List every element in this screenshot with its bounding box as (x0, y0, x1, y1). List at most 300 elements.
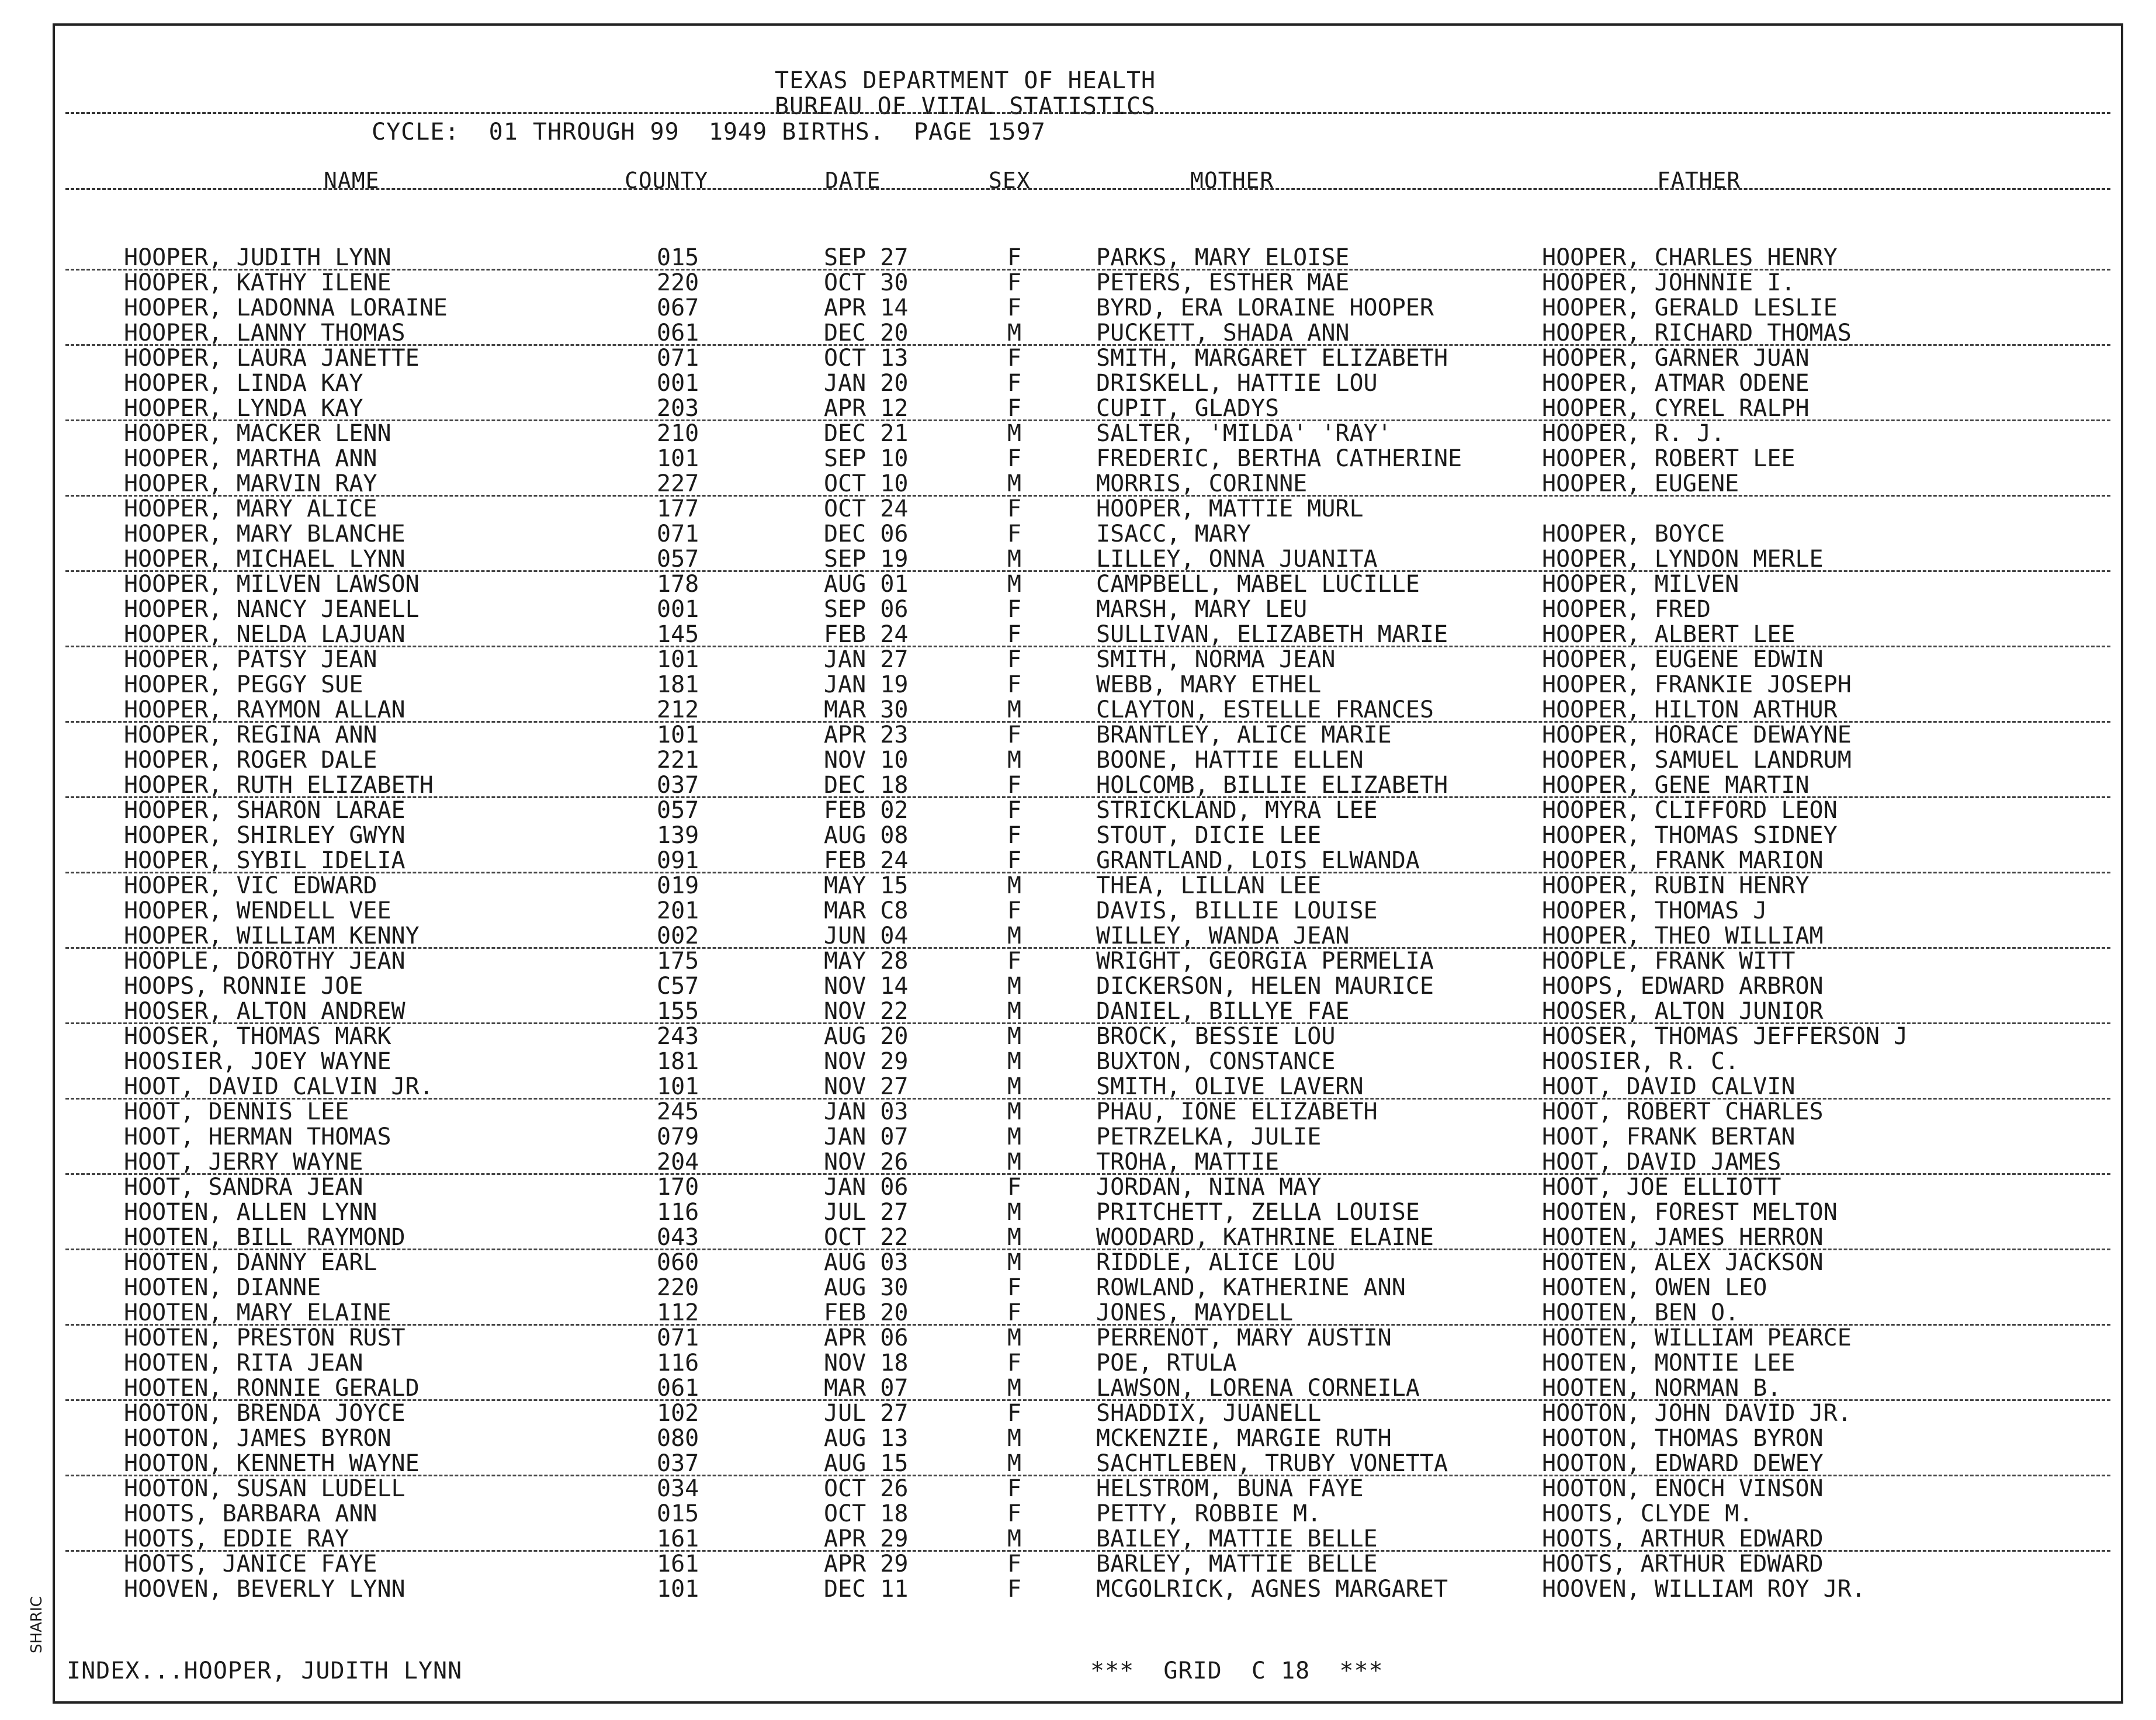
cell-sex: F (1007, 621, 1022, 648)
table-row (55, 873, 2121, 899)
cell-father: HOOTEN, WILLIAM PEARCE (1542, 1324, 1852, 1351)
cell-mother: PETRZELKA, JULIE (1096, 1123, 1322, 1150)
table-row (55, 1401, 2121, 1426)
cell-sex: M (1007, 747, 1022, 774)
table-row (55, 647, 2121, 672)
cell-name: HOOPER, WILLIAM KENNY (124, 923, 420, 949)
cell-father: HOOPER, CYREL RALPH (1542, 395, 1810, 422)
cell-mother: MCKENZIE, MARGIE RUTH (1096, 1425, 1392, 1452)
table-row (55, 1476, 2121, 1501)
cell-sex: F (1007, 1299, 1022, 1326)
cell-mother: DRISKELL, HATTIE LOU (1096, 370, 1378, 397)
cell-date: OCT 13 (824, 345, 909, 372)
table-row (55, 748, 2121, 773)
cell-mother: PRITCHETT, ZELLA LOUISE (1096, 1199, 1420, 1226)
cell-mother: BROCK, BESSIE LOU (1096, 1023, 1336, 1050)
cell-date: NOV 22 (824, 998, 909, 1025)
cell-name: HOOTON, JAMES BYRON (124, 1425, 391, 1452)
cell-county: 061 (657, 320, 699, 346)
cell-date: DEC 20 (824, 320, 909, 346)
cell-name: HOOTS, BARBARA ANN (124, 1500, 377, 1527)
cell-name: HOOPER, MARVIN RAY (124, 470, 377, 497)
cell-date: NOV 26 (824, 1149, 909, 1175)
cell-name: HOOPER, VIC EDWARD (124, 872, 377, 899)
table-row (55, 1225, 2121, 1250)
cell-county: 060 (657, 1249, 699, 1276)
cell-county: 175 (657, 948, 699, 975)
cell-name: HOOPER, LINDA KAY (124, 370, 363, 397)
cell-name: HOOVEN, BEVERLY LYNN (124, 1576, 405, 1603)
cell-name: HOOPER, SYBIL IDELIA (124, 847, 405, 874)
cell-name: HOOTS, JANICE FAYE (124, 1551, 377, 1577)
cell-mother: BOONE, HATTIE ELLEN (1096, 747, 1364, 774)
cell-sex: M (1007, 420, 1022, 447)
cell-county: 201 (657, 897, 699, 924)
table-row (55, 1426, 2121, 1451)
cell-mother: PETTY, ROBBIE M. (1096, 1500, 1322, 1527)
cell-name: HOOSER, ALTON ANDREW (124, 998, 405, 1025)
cell-date: DEC 18 (824, 772, 909, 799)
cell-county: C57 (657, 973, 699, 1000)
cell-name: HOOPER, NANCY JEANELL (124, 596, 420, 623)
cell-father: HOOPER, THOMAS SIDNEY (1542, 822, 1838, 849)
cell-sex: M (1007, 872, 1022, 899)
cell-name: HOOPER, WENDELL VEE (124, 897, 391, 924)
cell-county: 177 (657, 495, 699, 522)
cell-sex: M (1007, 1525, 1022, 1552)
cell-county: 057 (657, 546, 699, 573)
table-row (55, 698, 2121, 723)
cell-county: 001 (657, 596, 699, 623)
cell-date: NOV 27 (824, 1073, 909, 1100)
cell-sex: M (1007, 1199, 1022, 1226)
cell-father: HOOPER, MILVEN (1542, 571, 1739, 598)
cell-county: 212 (657, 696, 699, 723)
cell-name: HOOPER, MARY BLANCHE (124, 521, 405, 547)
cell-mother: CUPIT, GLADYS (1096, 395, 1280, 422)
cell-name: HOOPER, REGINA ANN (124, 722, 377, 748)
cell-mother: GRANTLAND, LOIS ELWANDA (1096, 847, 1420, 874)
cell-mother: CLAYTON, ESTELLE FRANCES (1096, 696, 1434, 723)
cell-name: HOOT, HERMAN THOMAS (124, 1123, 391, 1150)
table-row (55, 396, 2121, 421)
cell-sex: M (1007, 546, 1022, 573)
cell-name: HOOPER, MARY ALICE (124, 495, 377, 522)
column-header-mother: MOTHER (1190, 168, 1274, 193)
cell-sex: F (1007, 1174, 1022, 1201)
cell-sex: M (1007, 1375, 1022, 1402)
table-row (55, 1301, 2121, 1326)
table-row (55, 848, 2121, 873)
table-row (55, 446, 2121, 471)
cell-father: HOOPER, ATMAR ODENE (1542, 370, 1810, 397)
table-row (55, 924, 2121, 949)
cell-mother: SMITH, NORMA JEAN (1096, 646, 1336, 673)
cell-county: 210 (657, 420, 699, 447)
cell-sex: F (1007, 345, 1022, 372)
cell-mother: CAMPBELL, MABEL LUCILLE (1096, 571, 1420, 598)
cell-name: HOOPER, KATHY ILENE (124, 269, 391, 296)
cell-sex: M (1007, 1048, 1022, 1075)
table-row (55, 1577, 2121, 1602)
column-header-county: COUNTY (625, 168, 709, 193)
table-row (55, 1125, 2121, 1150)
cell-date: DEC 21 (824, 420, 909, 447)
cell-name: HOOPER, PEGGY SUE (124, 671, 363, 698)
cell-father: HOOPER, BOYCE (1542, 521, 1725, 547)
cell-sex: F (1007, 646, 1022, 673)
cell-date: APR 29 (824, 1525, 909, 1552)
cell-date: JUL 27 (824, 1400, 909, 1427)
table-row (55, 1150, 2121, 1175)
cell-county: 019 (657, 872, 699, 899)
cell-sex: F (1007, 1500, 1022, 1527)
cell-date: APR 12 (824, 395, 909, 422)
table-row (55, 1376, 2121, 1401)
cell-sex: F (1007, 797, 1022, 824)
cell-county: 220 (657, 269, 699, 296)
table-row (55, 522, 2121, 547)
cell-sex: M (1007, 1450, 1022, 1477)
cell-date: OCT 26 (824, 1475, 909, 1502)
cell-date: AUG 08 (824, 822, 909, 849)
cell-father: HOOPER, GERALD LESLIE (1542, 294, 1838, 321)
cell-mother: ROWLAND, KATHERINE ANN (1096, 1274, 1406, 1301)
cell-county: 161 (657, 1551, 699, 1577)
cell-name: HOOTEN, DANNY EARL (124, 1249, 377, 1276)
table-row (55, 1552, 2121, 1577)
table-row (55, 371, 2121, 396)
table-row (55, 672, 2121, 698)
cell-county: 101 (657, 445, 699, 472)
cell-mother: DANIEL, BILLYE FAE (1096, 998, 1350, 1025)
cell-county: 002 (657, 923, 699, 949)
cell-date: AUG 13 (824, 1425, 909, 1452)
cell-mother: JORDAN, NINA MAY (1096, 1174, 1322, 1201)
cell-county: 203 (657, 395, 699, 422)
cell-date: MAY 28 (824, 948, 909, 975)
cell-mother: STRICKLAND, MYRA LEE (1096, 797, 1378, 824)
cell-father: HOOPER, RICHARD THOMAS (1542, 320, 1852, 346)
cell-sex: M (1007, 1098, 1022, 1125)
cell-name: HOOTEN, DIANNE (124, 1274, 321, 1301)
cell-sex: F (1007, 722, 1022, 748)
cell-father: HOOT, JOE ELLIOTT (1542, 1174, 1781, 1201)
cell-mother: RIDDLE, ALICE LOU (1096, 1249, 1336, 1276)
cell-name: HOOPER, RAYMON ALLAN (124, 696, 405, 723)
cell-mother: SACHTLEBEN, TRUBY VONETTA (1096, 1450, 1448, 1477)
cell-name: HOOT, JERRY WAYNE (124, 1149, 363, 1175)
cell-father: HOOPER, ALBERT LEE (1542, 621, 1795, 648)
column-header-rule (65, 188, 2110, 190)
cell-mother: WRIGHT, GEORGIA PERMELIA (1096, 948, 1434, 975)
cell-sex: F (1007, 596, 1022, 623)
cell-date: OCT 10 (824, 470, 909, 497)
cell-county: 015 (657, 1500, 699, 1527)
cell-sex: M (1007, 1324, 1022, 1351)
cell-county: 101 (657, 722, 699, 748)
cell-county: 057 (657, 797, 699, 824)
cell-father: HOOPER, ROBERT LEE (1542, 445, 1795, 472)
table-row (55, 1200, 2121, 1225)
cell-county: 116 (657, 1199, 699, 1226)
cell-sex: M (1007, 320, 1022, 346)
table-row (55, 1275, 2121, 1301)
cell-sex: F (1007, 822, 1022, 849)
cell-father: HOOTEN, NORMAN B. (1542, 1375, 1781, 1402)
cell-mother: BUXTON, CONSTANCE (1096, 1048, 1336, 1075)
cell-name: HOOPER, ROGER DALE (124, 747, 377, 774)
cell-name: HOOPER, LYNDA KAY (124, 395, 363, 422)
cell-mother: MCGOLRICK, AGNES MARGARET (1096, 1576, 1448, 1603)
cell-sex: M (1007, 1073, 1022, 1100)
cell-date: AUG 15 (824, 1450, 909, 1477)
footer-index: INDEX...HOOPER, JUDITH LYNN (67, 1657, 463, 1684)
cell-mother: PETERS, ESTHER MAE (1096, 269, 1350, 296)
cell-date: MAY 15 (824, 872, 909, 899)
cell-father: HOOTEN, FOREST MELTON (1542, 1199, 1838, 1226)
cell-mother: BAILEY, MATTIE BELLE (1096, 1525, 1378, 1552)
cell-date: SEP 10 (824, 445, 909, 472)
cell-father: HOOTON, THOMAS BYRON (1542, 1425, 1824, 1452)
cell-mother: MARSH, MARY LEU (1096, 596, 1308, 623)
cell-name: HOOPER, MACKER LENN (124, 420, 391, 447)
cell-county: 037 (657, 1450, 699, 1477)
cell-county: 080 (657, 1425, 699, 1452)
table-row (55, 1175, 2121, 1200)
table-row (55, 1024, 2121, 1049)
cell-date: APR 06 (824, 1324, 909, 1351)
cell-county: 101 (657, 646, 699, 673)
cell-father: HOOTEN, MONTIE LEE (1542, 1350, 1795, 1376)
cell-mother: SULLIVAN, ELIZABETH MARIE (1096, 621, 1448, 648)
cell-sex: F (1007, 948, 1022, 975)
cell-name: HOOPER, RUTH ELIZABETH (124, 772, 434, 799)
table-row (55, 346, 2121, 371)
column-header-sex: SEX (989, 168, 1031, 193)
cell-name: HOOTEN, PRESTON RUST (124, 1324, 405, 1351)
cell-father: HOOPER, CLIFFORD LEON (1542, 797, 1838, 824)
cell-sex: F (1007, 294, 1022, 321)
cell-date: JUL 27 (824, 1199, 909, 1226)
cell-date: OCT 18 (824, 1500, 909, 1527)
table-row (55, 421, 2121, 446)
cell-father: HOOTEN, BEN O. (1542, 1299, 1739, 1326)
cell-sex: F (1007, 370, 1022, 397)
table-row (55, 622, 2121, 647)
cell-county: 102 (657, 1400, 699, 1427)
table-row (55, 271, 2121, 296)
cell-name: HOOTEN, BILL RAYMOND (124, 1224, 405, 1251)
records-table (55, 245, 2121, 1612)
cell-sex: F (1007, 1576, 1022, 1603)
column-header-date: DATE (825, 168, 881, 193)
cell-sex: F (1007, 1551, 1022, 1577)
cell-county: 178 (657, 571, 699, 598)
cell-sex: F (1007, 1350, 1022, 1376)
cell-county: 061 (657, 1375, 699, 1402)
table-row (55, 723, 2121, 748)
cell-sex: F (1007, 521, 1022, 547)
cell-father: HOOPER, CHARLES HENRY (1542, 244, 1838, 271)
cell-date: NOV 10 (824, 747, 909, 774)
cell-sex: M (1007, 470, 1022, 497)
cell-county: 139 (657, 822, 699, 849)
cell-name: HOOTS, EDDIE RAY (124, 1525, 349, 1552)
cell-sex: F (1007, 897, 1022, 924)
cell-sex: F (1007, 244, 1022, 271)
cell-sex: M (1007, 1224, 1022, 1251)
cell-father: HOOPER, EUGENE EDWIN (1542, 646, 1824, 673)
table-row (55, 1326, 2121, 1351)
table-row (55, 949, 2121, 974)
cell-mother: JONES, MAYDELL (1096, 1299, 1294, 1326)
cell-mother: SMITH, MARGARET ELIZABETH (1096, 345, 1448, 372)
cell-county: 091 (657, 847, 699, 874)
cell-date: OCT 30 (824, 269, 909, 296)
table-row (55, 1049, 2121, 1074)
header-rule (65, 112, 2110, 114)
cell-sex: F (1007, 1274, 1022, 1301)
cell-date: JAN 19 (824, 671, 909, 698)
cell-sex: F (1007, 445, 1022, 472)
cell-father: HOOPER, EUGENE (1542, 470, 1739, 497)
table-row (55, 547, 2121, 572)
table-row (55, 798, 2121, 823)
cell-father: HOOSER, THOMAS JEFFERSON J (1542, 1023, 1908, 1050)
cell-father: HOOTEN, JAMES HERRON (1542, 1224, 1824, 1251)
cell-father: HOOSER, ALTON JUNIOR (1542, 998, 1824, 1025)
cell-date: SEP 06 (824, 596, 909, 623)
header-bureau: BUREAU OF VITAL STATISTICS (775, 93, 1156, 120)
cell-sex: F (1007, 1475, 1022, 1502)
cell-name: HOOPER, PATSY JEAN (124, 646, 377, 673)
cell-sex: F (1007, 847, 1022, 874)
cell-father: HOOTS, ARTHUR EDWARD (1542, 1551, 1824, 1577)
cell-date: DEC 06 (824, 521, 909, 547)
cell-county: 067 (657, 294, 699, 321)
cell-county: 071 (657, 521, 699, 547)
cell-mother: STOUT, DICIE LEE (1096, 822, 1322, 849)
cell-date: AUG 30 (824, 1274, 909, 1301)
cell-county: 227 (657, 470, 699, 497)
table-row (55, 296, 2121, 321)
table-row (55, 1100, 2121, 1125)
cell-father: HOOTON, JOHN DAVID JR. (1542, 1400, 1852, 1427)
cell-county: 079 (657, 1123, 699, 1150)
cell-name: HOOSER, THOMAS MARK (124, 1023, 391, 1050)
cell-father: HOOT, DAVID CALVIN (1542, 1073, 1795, 1100)
cell-father: HOOTEN, OWEN LEO (1542, 1274, 1767, 1301)
cell-mother: WEBB, MARY ETHEL (1096, 671, 1322, 698)
cell-name: HOOTEN, ALLEN LYNN (124, 1199, 377, 1226)
cell-sex: M (1007, 1425, 1022, 1452)
cell-father: HOOTON, EDWARD DEWEY (1542, 1450, 1824, 1477)
cell-date: MAR 30 (824, 696, 909, 723)
cell-date: OCT 24 (824, 495, 909, 522)
cell-county: 170 (657, 1174, 699, 1201)
cell-date: MAR C8 (824, 897, 909, 924)
cell-mother: HOLCOMB, BILLIE ELIZABETH (1096, 772, 1448, 799)
table-row (55, 974, 2121, 999)
cell-name: HOOT, DENNIS LEE (124, 1098, 349, 1125)
cell-sex: F (1007, 269, 1022, 296)
cell-date: APR 23 (824, 722, 909, 748)
table-row (55, 497, 2121, 522)
cell-date: JAN 06 (824, 1174, 909, 1201)
table-row (55, 1527, 2121, 1552)
cell-name: HOOPER, LANNY THOMAS (124, 320, 405, 346)
cell-county: 221 (657, 747, 699, 774)
cell-county: 204 (657, 1149, 699, 1175)
cell-father: HOOT, FRANK BERTAN (1542, 1123, 1795, 1150)
cell-date: JAN 27 (824, 646, 909, 673)
cell-county: 145 (657, 621, 699, 648)
cell-county: 001 (657, 370, 699, 397)
cell-date: SEP 19 (824, 546, 909, 573)
cell-name: HOOT, SANDRA JEAN (124, 1174, 363, 1201)
cell-name: HOOTON, SUSAN LUDELL (124, 1475, 405, 1502)
cell-mother: DAVIS, BILLIE LOUISE (1096, 897, 1378, 924)
cell-sex: M (1007, 1149, 1022, 1175)
cell-date: NOV 18 (824, 1350, 909, 1376)
cell-county: 043 (657, 1224, 699, 1251)
table-row (55, 1250, 2121, 1275)
cell-mother: ISACC, MARY (1096, 521, 1251, 547)
table-row (55, 245, 2121, 271)
cell-sex: M (1007, 973, 1022, 1000)
header-department: TEXAS DEPARTMENT OF HEALTH (775, 67, 1156, 94)
cell-sex: F (1007, 1400, 1022, 1427)
cell-date: JUN 04 (824, 923, 909, 949)
cell-name: HOOTEN, RITA JEAN (124, 1350, 363, 1376)
table-row (55, 899, 2121, 924)
cell-county: 181 (657, 671, 699, 698)
cell-father: HOOPER, GENE MARTIN (1542, 772, 1810, 799)
cell-father: HOOPER, THOMAS J (1542, 897, 1767, 924)
cell-sex: M (1007, 1249, 1022, 1276)
cell-county: 101 (657, 1576, 699, 1603)
cell-name: HOOPER, MARTHA ANN (124, 445, 377, 472)
cell-date: JAN 03 (824, 1098, 909, 1125)
table-row (55, 321, 2121, 346)
cell-county: 161 (657, 1525, 699, 1552)
cell-father: HOOPER, R. J. (1542, 420, 1725, 447)
cell-father: HOOPS, EDWARD ARBRON (1542, 973, 1824, 1000)
cell-date: NOV 29 (824, 1048, 909, 1075)
cell-date: SEP 27 (824, 244, 909, 271)
cell-date: JAN 07 (824, 1123, 909, 1150)
cell-county: 034 (657, 1475, 699, 1502)
cell-father: HOOTON, ENOCH VINSON (1542, 1475, 1824, 1502)
cell-sex: F (1007, 495, 1022, 522)
cell-mother: WILLEY, WANDA JEAN (1096, 923, 1350, 949)
cell-county: 037 (657, 772, 699, 799)
cell-date: MAR 07 (824, 1375, 909, 1402)
cell-mother: DICKERSON, HELEN MAURICE (1096, 973, 1434, 1000)
cell-mother: BARLEY, MATTIE BELLE (1096, 1551, 1378, 1577)
cell-name: HOOSIER, JOEY WAYNE (124, 1048, 391, 1075)
cell-sex: F (1007, 671, 1022, 698)
footer-grid: *** GRID C 18 *** (1090, 1657, 1384, 1684)
cell-father: HOOTEN, ALEX JACKSON (1542, 1249, 1824, 1276)
table-row (55, 999, 2121, 1024)
cell-date: JAN 20 (824, 370, 909, 397)
cell-name: HOOPER, NELDA LAJUAN (124, 621, 405, 648)
cell-county: 015 (657, 244, 699, 271)
table-row (55, 1351, 2121, 1376)
cell-sex: M (1007, 696, 1022, 723)
